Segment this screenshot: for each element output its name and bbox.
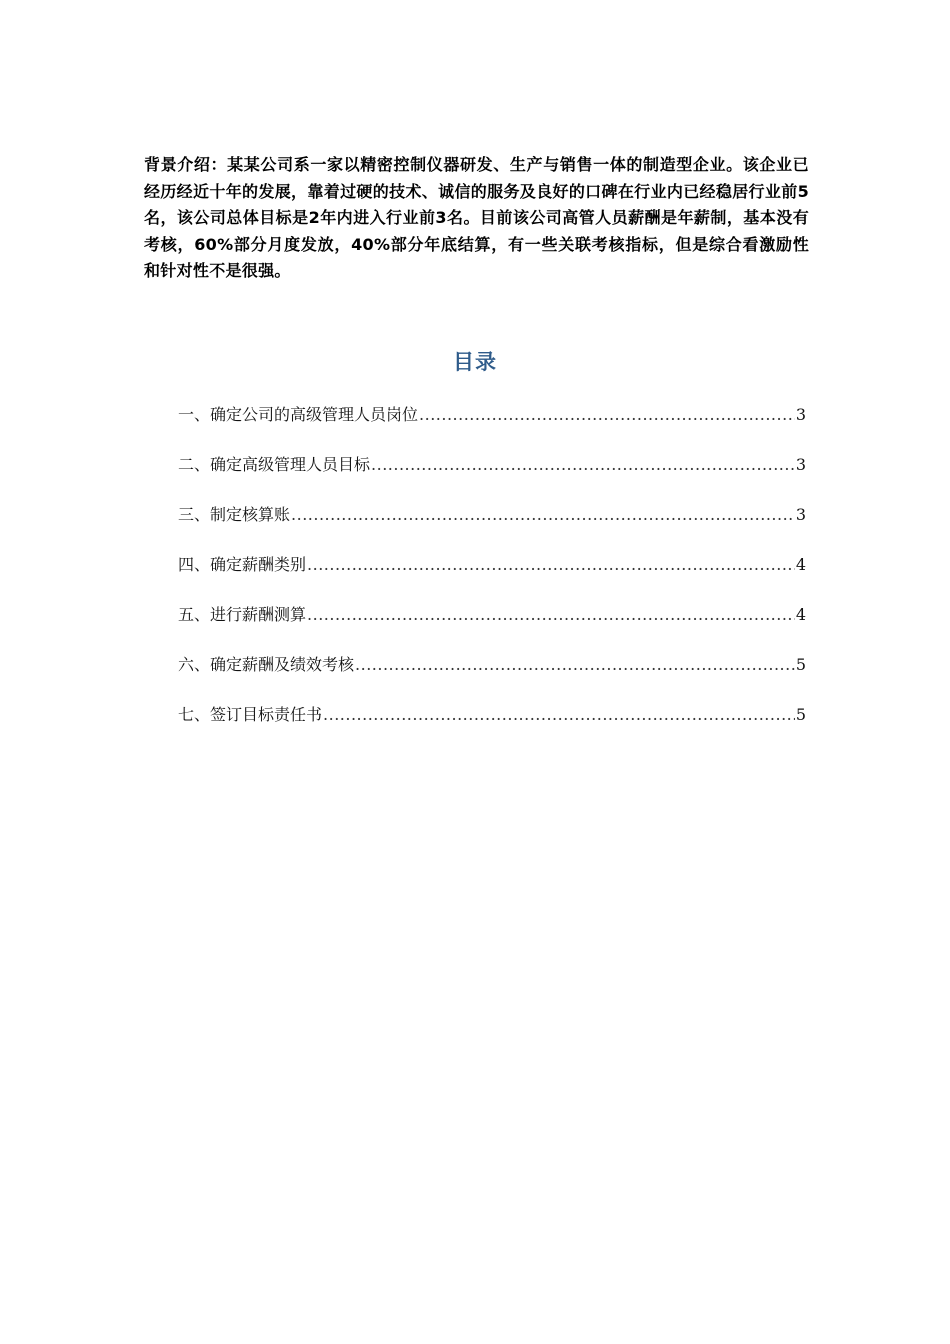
toc-page-number: 5 <box>795 705 806 724</box>
toc-page-number: 5 <box>795 655 806 674</box>
toc-dot-leader <box>419 405 795 424</box>
toc-dot-leader <box>355 655 795 674</box>
toc-entry-label: 六、确定薪酬及绩效考核 <box>178 655 355 674</box>
toc-entry-label: 四、确定薪酬类别 <box>178 555 307 574</box>
toc-entry-label: 二、确定高级管理人员目标 <box>178 455 371 474</box>
toc-entry-5[interactable] <box>178 602 806 652</box>
toc-title: 目录 <box>453 350 497 374</box>
toc-page-number: 4 <box>795 555 806 574</box>
toc-entry-2[interactable] <box>178 452 806 502</box>
table-of-contents <box>178 402 806 752</box>
toc-dot-leader <box>371 455 795 474</box>
toc-page-number: 3 <box>795 455 806 474</box>
background-intro-paragraph: 背景介绍：某某公司系一家以精密控制仪器研发、生产与销售一体的制造型企业。该企业已经历经近十年的发展，靠着过硬的技术、诚信的服务及良好的口碑在行业内已经稳居行业前5名，该公司总体目标是2年内进入行业前3名。目前该公司高管人员薪酬是年薪制，基本没有考核，60%部分月度发放，40%部分年底结算，有一些关联考核指标，但是综合看激励性和针对性不是很强。 <box>144 155 809 280</box>
toc-dot-leader <box>323 705 795 724</box>
toc-entry-4[interactable] <box>178 552 806 602</box>
toc-entry-7[interactable] <box>178 702 806 752</box>
toc-entry-label: 七、签订目标责任书 <box>178 705 323 724</box>
toc-page-number: 4 <box>795 605 806 624</box>
toc-entry-6[interactable] <box>178 652 806 702</box>
toc-entry-label: 五、进行薪酬测算 <box>178 605 307 624</box>
toc-entry-1[interactable] <box>178 402 806 452</box>
toc-entry-label: 三、制定核算账 <box>178 505 291 524</box>
toc-dot-leader <box>307 555 795 574</box>
toc-entry-label: 一、确定公司的高级管理人员岗位 <box>178 405 419 424</box>
toc-page-number: 3 <box>795 405 806 424</box>
toc-entry-3[interactable] <box>178 502 806 552</box>
toc-dot-leader <box>307 605 795 624</box>
toc-dot-leader <box>291 505 795 524</box>
toc-page-number: 3 <box>795 505 806 524</box>
